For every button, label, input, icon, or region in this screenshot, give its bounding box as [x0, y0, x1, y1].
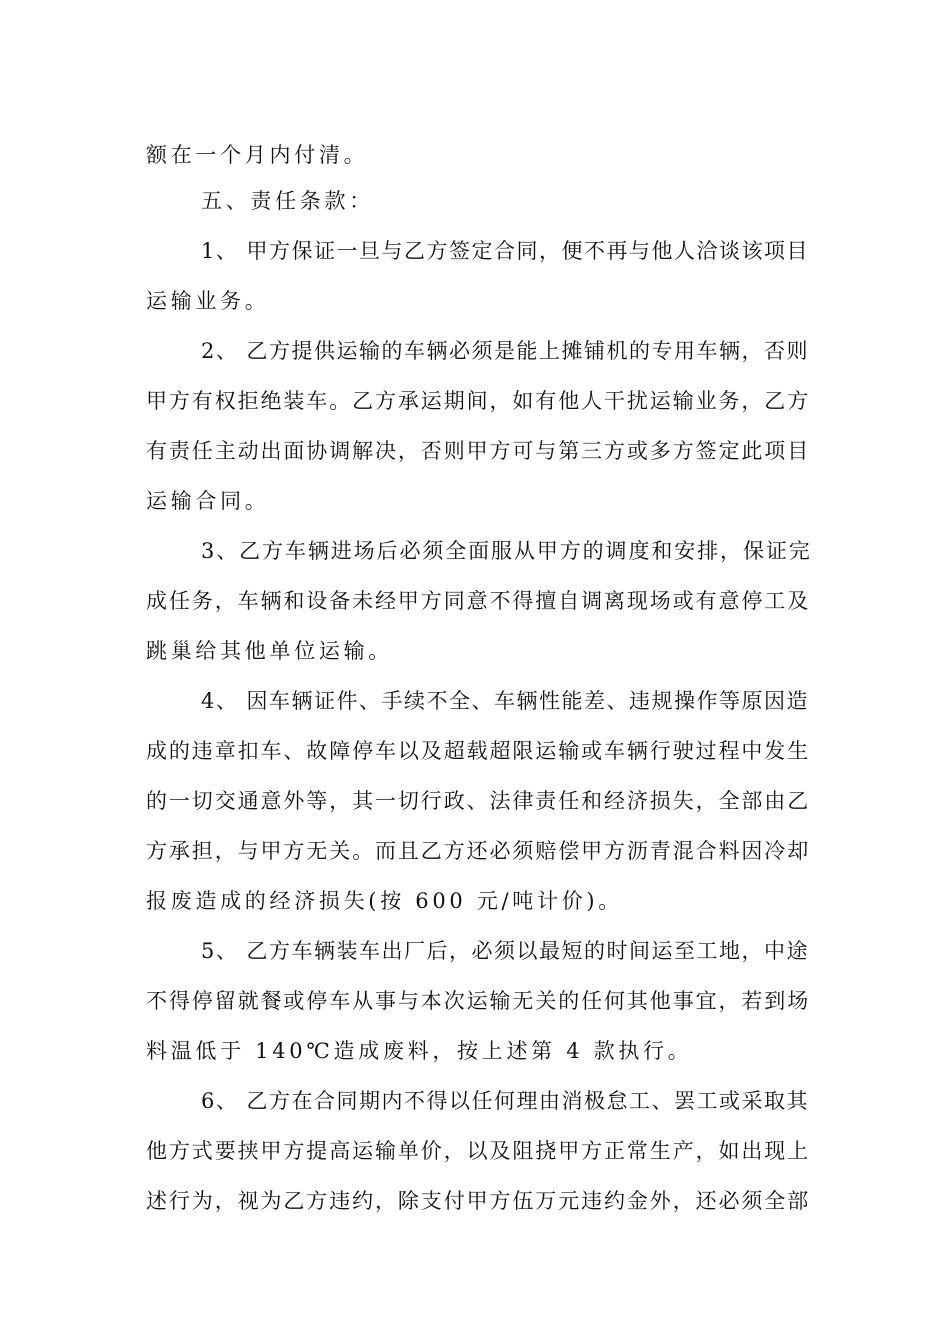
text-line: 甲方有权拒绝装车。乙方承运期间，如有他人干扰运输业务，乙方: [146, 389, 811, 413]
text-line: 1、 甲方保证一旦与乙方签定合同，便不再与他人洽谈该项目: [201, 239, 810, 263]
text-line: 额在一个月内付清。: [146, 143, 369, 167]
text-line: 6、 乙方在合同期内不得以任何理由消极怠工、罢工或采取其: [201, 1089, 810, 1113]
text-line: 述行为，视为乙方违约，除支付甲方伍万元违约金外，还必须全部: [146, 1189, 811, 1213]
text-line: 成任务，车辆和设备未经甲方同意不得擅自调离现场或有意停工及: [146, 589, 811, 613]
text-line: 运输合同。: [146, 489, 270, 513]
text-line: 不得停留就餐或停车从事与本次运输无关的任何其他事宜，若到场: [146, 989, 811, 1013]
text-line: 他方式要挟甲方提高运输单价，以及阻挠甲方正常生产，如出现上: [146, 1139, 811, 1163]
text-line: 料温低于 140℃造成废料，按上述第 4 款执行。: [146, 1039, 693, 1063]
text-line: 的一切交通意外等，其一切行政、法律责任和经济损失，全部由乙: [146, 789, 811, 813]
text-line: 4、 因车辆证件、手续不全、车辆性能差、违规操作等原因造: [201, 689, 810, 713]
text-line: 跳巢给其他单位运输。: [146, 639, 393, 663]
text-line: 运输业务。: [146, 289, 270, 313]
text-line: 5、 乙方车辆装车出厂后，必须以最短的时间运至工地，中途: [201, 939, 810, 963]
text-line: 方承担，与甲方无关。而且乙方还必须赔偿甲方沥青混合料因冷却: [146, 839, 811, 863]
text-line: 3、乙方车辆进场后必须全面服从甲方的调度和安排，保证完: [201, 539, 812, 563]
text-line: 报废造成的经济损失(按 600 元/吨计价)。: [146, 889, 623, 913]
section-heading: 五、责任条款：: [201, 189, 374, 213]
text-line: 有责任主动出面协调解决，否则甲方可与第三方或多方签定此项目: [146, 439, 811, 463]
text-line: 成的违章扣车、故障停车以及超载超限运输或车辆行驶过程中发生: [146, 739, 811, 763]
text-line: 2、 乙方提供运输的车辆必须是能上摊铺机的专用车辆，否则: [201, 339, 810, 363]
